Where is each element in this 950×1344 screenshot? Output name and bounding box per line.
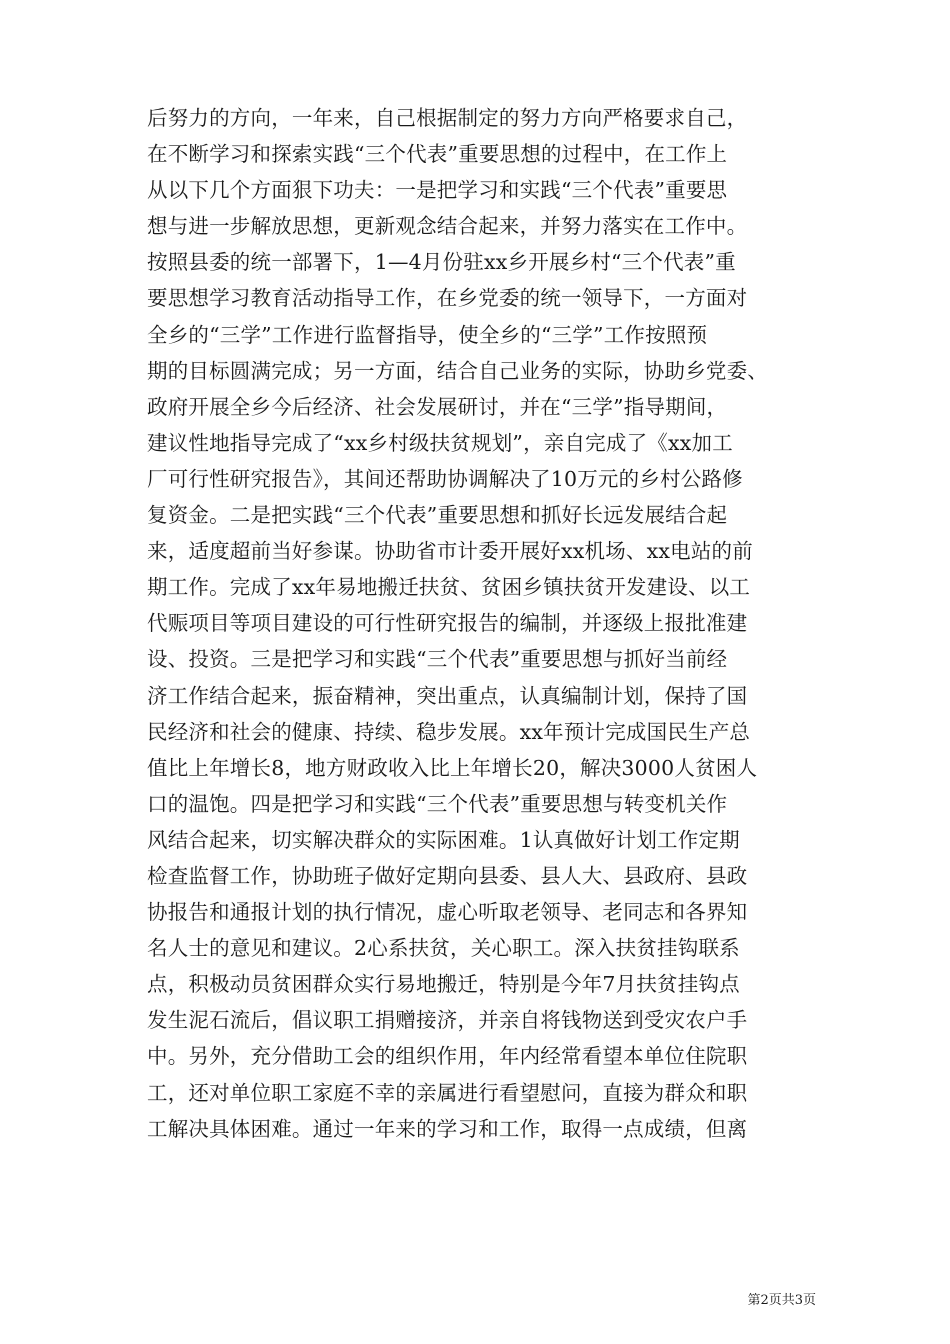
text-line: 风结合起来，切实解决群众的实际困难。1认真做好计划工作定期 xyxy=(147,827,740,852)
text-line: 政府开展全乡今后经济、社会发展研讨，并在“三学”指导期间， xyxy=(147,394,728,419)
body-text xyxy=(147,100,827,1147)
text-line: 工，还对单位职工家庭不幸的亲属进行看望慰问，直接为群众和职 xyxy=(147,1080,748,1105)
text-line: 全乡的“三学”工作进行监督指导，使全乡的“三学”工作按照预 xyxy=(147,322,708,347)
text-line: 复资金。二是把实践“三个代表”重要思想和抓好长远发展结合起 xyxy=(147,503,728,528)
text-line: 按照县委的统一部署下，1—4月份驻xx乡开展乡村“三个代表”重 xyxy=(147,250,736,275)
text-line: 期工作。完成了xx年易地搬迁扶贫、贫困乡镇扶贫开发建设、以工 xyxy=(147,575,751,600)
text-line: 期的目标圆满完成；另一方面，结合自己业务的实际，协助乡党委、 xyxy=(147,358,768,383)
text-line: 从以下几个方面狠下功夫：一是把学习和实践“三个代表”重要思 xyxy=(147,178,728,203)
text-line: 点，积极动员贫困群众实行易地搬迁，特别是今年7月扶贫挂钩点 xyxy=(147,972,740,997)
text-line: 想与进一步解放思想，更新观念结合起来，并努力落实在工作中。 xyxy=(147,214,748,239)
text-line: 来，适度超前当好参谋。协助省市计委开展好xx机场、xx电站的前 xyxy=(147,539,753,564)
text-line: 济工作结合起来，振奋精神，突出重点，认真编制计划，保持了国 xyxy=(147,683,748,708)
text-line: 口的温饱。四是把学习和实践“三个代表”重要思想与转变机关作 xyxy=(147,791,728,816)
text-line: 要思想学习教育活动指导工作，在乡党委的统一领导下，一方面对 xyxy=(147,286,748,311)
text-line: 名人士的意见和建议。2心系扶贫，关心职工。深入扶贫挂钩联系 xyxy=(147,936,740,961)
page-footer: 第2页共3页 xyxy=(747,1293,816,1308)
text-line: 工解决具体困难。通过一年来的学习和工作，取得一点成绩，但离 xyxy=(147,1116,748,1141)
text-line: 厂可行性研究报告》，其间还帮助协调解决了10万元的乡村公路修 xyxy=(147,466,743,491)
text-line: 后努力的方向，一年来，自己根据制定的努力方向严格要求自己， xyxy=(147,106,748,130)
text-line: 检查监督工作，协助班子做好定期向县委、县人大、县政府、县政 xyxy=(147,863,748,888)
text-line: 协报告和通报计划的执行情况，虚心听取老领导、老同志和各界知 xyxy=(147,900,748,925)
text-line: 在不断学习和探索实践“三个代表”重要思想的过程中，在工作上 xyxy=(147,142,728,167)
text-line: 值比上年增长8，地方财政收入比上年增长20，解决3000人贫困人 xyxy=(147,755,758,780)
text-line: 建议性地指导完成了“xx乡村级扶贫规划”，亲自完成了《xx加工 xyxy=(147,430,733,455)
text-line: 发生泥石流后，倡议职工捐赠接济，并亲自将钱物送到受灾农户手 xyxy=(147,1008,748,1033)
text-line: 中。另外，充分借助工会的组织作用，年内经常看望本单位住院职 xyxy=(147,1044,748,1069)
text-line: 代赈项目等项目建设的可行性研究报告的编制，并逐级上报批准建 xyxy=(147,611,748,636)
text-line: 民经济和社会的健康、持续、稳步发展。xx年预计完成国民生产总 xyxy=(147,719,751,744)
text-line: 设、投资。三是把学习和实践“三个代表”重要思想与抓好当前经 xyxy=(147,647,728,672)
